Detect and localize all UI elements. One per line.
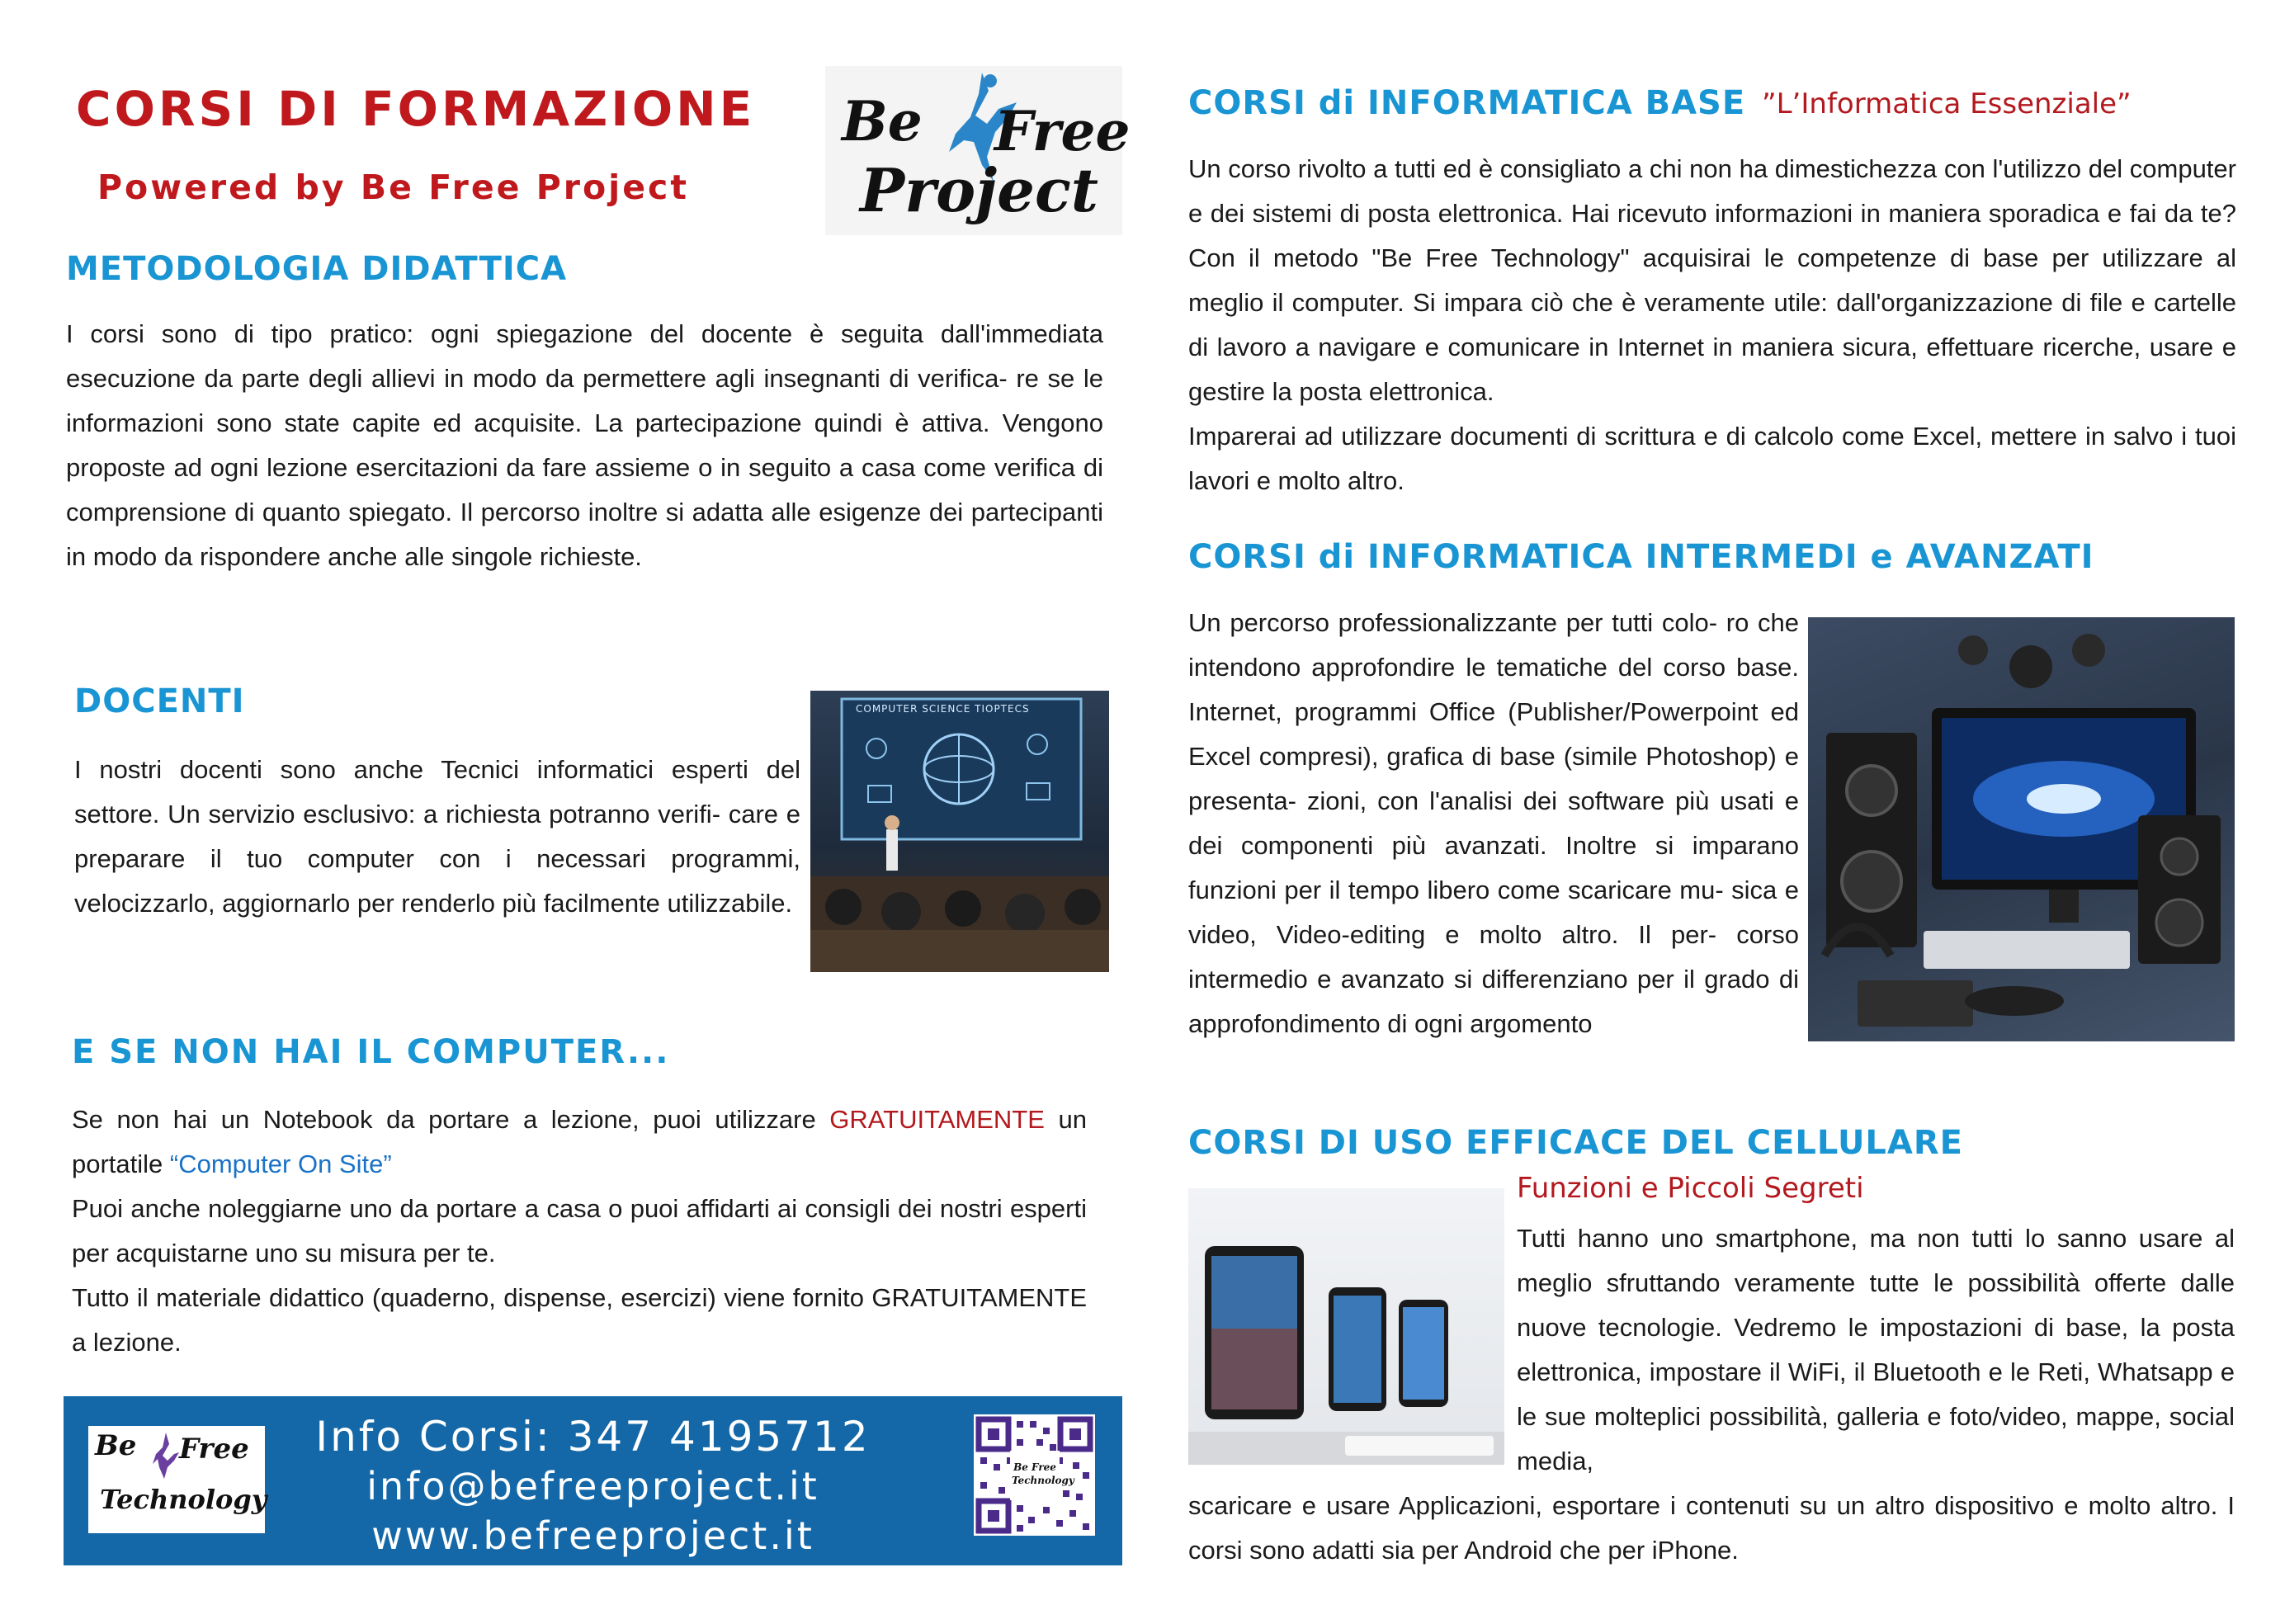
smartphones-image — [1188, 1188, 1504, 1465]
logo-word-free: Free — [994, 99, 1131, 163]
base-heading: CORSI di INFORMATICA BASE — [1188, 84, 1746, 122]
base-tagline: ”L’Informatica Essenziale” — [1762, 87, 2132, 120]
cellulare-heading: CORSI DI USO EFFICACE DEL CELLULARE — [1188, 1124, 1964, 1162]
docenti-heading: DOCENTI — [74, 682, 245, 720]
qr-code[interactable] — [974, 1414, 1095, 1536]
classroom-screen-caption: COMPUTER SCIENCE TIOPTECS — [856, 703, 1030, 715]
no-computer-p2: Puoi anche noleggiarne uno da portare a casa o puoi affidarti ai consigli dei nostri esperti per acquistarne uno su misura per te. — [72, 1194, 1087, 1268]
footer-phone[interactable]: Info Corsi: 347 4195712 — [315, 1413, 871, 1461]
page-subtitle: Powered by Be Free Project — [97, 168, 689, 207]
intermedi-heading: CORSI di INFORMATICA INTERMEDI e AVANZATI — [1188, 538, 2094, 576]
logo-word-be: Be — [842, 89, 923, 153]
footer-logo-free: Free — [179, 1433, 249, 1466]
docenti-text: I nostri docenti sono anche Tecnici informatici esperti del settore. Un servizio esclusivo: a richiesta potranno verifi- care e preparare il tuo computer con i necessari programmi, velocizzarlo, aggiornarlo per renderlo più facilmente utilizzabile. — [74, 755, 800, 918]
no-computer-p1 — [72, 1098, 1087, 1187]
no-computer-p1-a: Se non hai un Notebook da portare a lezione, puoi utilizzare — [72, 1105, 830, 1134]
classroom-image — [810, 691, 1109, 972]
qr-center-logo: Be Free Technology — [1012, 1461, 1074, 1486]
cellulare-text-side: Tutti hanno uno smartphone, ma non tutti lo sanno usare al meglio sfruttando veramente tutte le possibilità offerte dalle nuove tecnologie. Vedremo le impostazioni di base, la posta elettronica, impostare il WiFi, il Bluetooth e le Reti, Whatsapp e le sue molteplici possibilità, galleria e foto/video, mappe, social media, — [1517, 1224, 2235, 1475]
no-computer-text — [72, 1098, 1087, 1365]
cellulare-tagline: Funzioni e Piccoli Segreti — [1517, 1172, 1864, 1205]
metodologia-text: I corsi sono di tipo pratico: ogni spiegazione del docente è seguita dall'immediata esecuzione da parte degli allievi in modo da permettere agli insegnanti di verifica- re se le informazioni sono state capite ed acquisite. La partecipazione quindi è attiva. Vengono proposte ad ogni lezione esercitazioni da fare assieme o in seguito a casa come verifica di comprensione di quanto spiegato. Il percorso inoltre si adatta alle esigenze dei partecipanti in modo da rispondere anche alle singole richieste. — [66, 319, 1103, 571]
smartphones-illustration — [1188, 1188, 1504, 1465]
classroom-illustration — [810, 691, 1109, 972]
footer-logo-be: Be — [95, 1429, 137, 1462]
footer-website[interactable]: www.befreeproject.it — [371, 1513, 814, 1558]
base-p2: Imparerai ad utilizzare documenti di scrittura e di calcolo come Excel, mettere in salvo i tuoi lavori e molto altro. — [1188, 422, 2236, 495]
base-text — [1188, 147, 2236, 503]
intermedi-text: Un percorso professionalizzante per tutti colo- ro che intendono approfondire le tematiche del corso base. Internet, programmi Office (Publisher/Powerpoint ed Excel compresi), grafica di base (simile Photoshop) e presenta- zioni, con l'analisi dei software più usati e dei componenti più avanzati. Inoltre si imparano funzioni per il tempo libero come scaricare mu- sica e video, Video-editing e molto altro. Il per- corso intermedio e avanzato si differenziano per il grado di approfondimento di ogni argomento — [1188, 608, 1799, 1038]
metodologia-heading: METODOLOGIA DIDATTICA — [66, 250, 568, 288]
page-title: CORSI DI FORMAZIONE — [76, 81, 756, 137]
no-computer-p3: Tutto il materiale didattico (quaderno, dispense, esercizi) viene fornito GRATUITAMENTE a lezione. — [72, 1283, 1087, 1357]
computer-setup-image — [1808, 617, 2235, 1041]
footer-email[interactable]: info@befreeproject.it — [366, 1464, 819, 1508]
footer-logo-technology: Technology — [100, 1484, 267, 1515]
cellulare-text-full: scaricare e usare Applicazioni, esportare i contenuti su un altro dispositivo e molto altro. I corsi sono adatti sia per Android che per iPhone. — [1188, 1491, 2235, 1565]
base-p1: Un corso rivolto a tutti ed è consigliato a chi non ha dimestichezza con l'utilizzo del computer e dei sistemi di posta elettronica. Hai ricevuto informazioni in maniera sporadica e fai da te? Con il metodo "Be Free Technology" acquisirai le competenze di base per utilizzare al meglio il computer. Si impara ciò che è veramente utile: dall'organizzazione di file e cartelle di lavoro a navigare e comunicare in Internet in maniera sicura, effettuare ricerche, usare e gestire la posta elettronica. — [1188, 154, 2236, 406]
desktop-computer-illustration — [1808, 617, 2235, 1041]
computer-on-site-highlight: “Computer On Site” — [169, 1150, 392, 1178]
be-free-project-logo — [825, 66, 1131, 235]
no-computer-p1-b: un portatile — [72, 1105, 1087, 1178]
logo-word-project: Project — [860, 155, 1099, 225]
gratuitamente-highlight: GRATUITAMENTE — [829, 1105, 1045, 1134]
no-computer-heading: E SE NON HAI IL COMPUTER... — [72, 1033, 670, 1071]
contact-footer — [64, 1396, 1122, 1565]
